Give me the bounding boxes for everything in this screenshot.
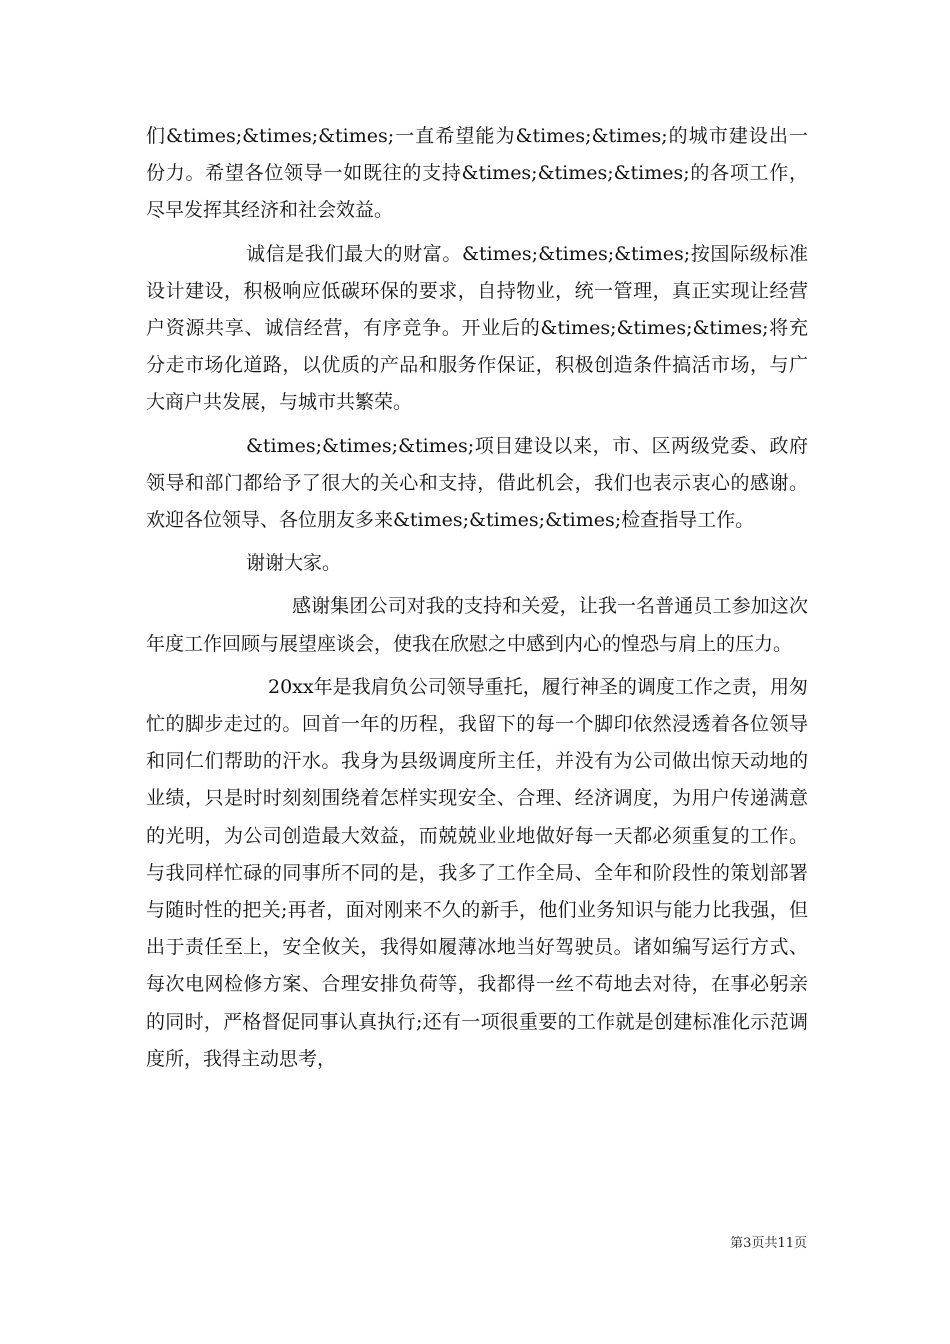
page-number-footer: 第3页共11页	[730, 1236, 807, 1251]
document-body	[146, 118, 808, 1084]
paragraph-6: 20xx年是我肩负公司领导重托，履行神圣的调度工作之责，用匆忙的脚步走过的。回首一年的历程，我留下的每一个脚印依然浸透着各位领导和同仁们帮助的汗水。我身为县级调度所主任，并没有为公司做出惊天动地的业绩，只是时时刻刻围绕着怎样实现安全、合理、经济调度，为用户传递满意的光明，为公司创造最大效益，而兢兢业业地做好每一天都必须重复的工作。与我同样忙碌的同事所不同的是，我多了工作全局、全年和阶段性的策划部署与随时性的把关;再者，面对刚来不久的新手，他们业务知识与能力比我强，但出于责任至上，安全攸关，我得如履薄冰地当好驾驶员。诸如编写运行方式、每次电网检修方案、合理安排负荷等，我都得一丝不苟地去对待，在事必躬亲的同时，严格督促同事认真执行;还有一项很重要的工作就是创建标准化示范调度所，我得主动思考，	[146, 675, 808, 1070]
paragraph-1: 们&times;&times;&times;一直希望能为&times;&times;的城市建设出一份力。希望各位领导一如既往的支持&times;&times;&times;的各项工作，尽早发挥其经济和社会效益。	[146, 125, 808, 222]
paragraph-2: 诚信是我们最大的财富。&times;&times;&times;按国际级标准设计建设，积极响应低碳环保的要求，自持物业，统一管理，真正实现让经营户资源共享、诚信经营，有序竞争。开业后的&times;&times;&times;将充分走市场化道路，以优质的产品和服务作保证，积极创造条件搞活市场，与广大商户共发展，与城市共繁荣。	[146, 242, 808, 414]
paragraph-3: &times;&times;&times;项目建设以来，市、区两级党委、政府领导和部门都给予了很大的关心和支持，借此机会，我们也表示衷心的感谢。欢迎各位领导、各位朋友多来&times;&times;&times;检查指导工作。	[146, 434, 808, 532]
paragraph-4: 谢谢大家。	[246, 552, 342, 575]
paragraph-5: 感谢集团公司对我的支持和关爱，让我一名普通员工参加这次年度工作回顾与展望座谈会，使我在欣慰之中感到内心的惶恐与肩上的压力。	[146, 595, 808, 655]
